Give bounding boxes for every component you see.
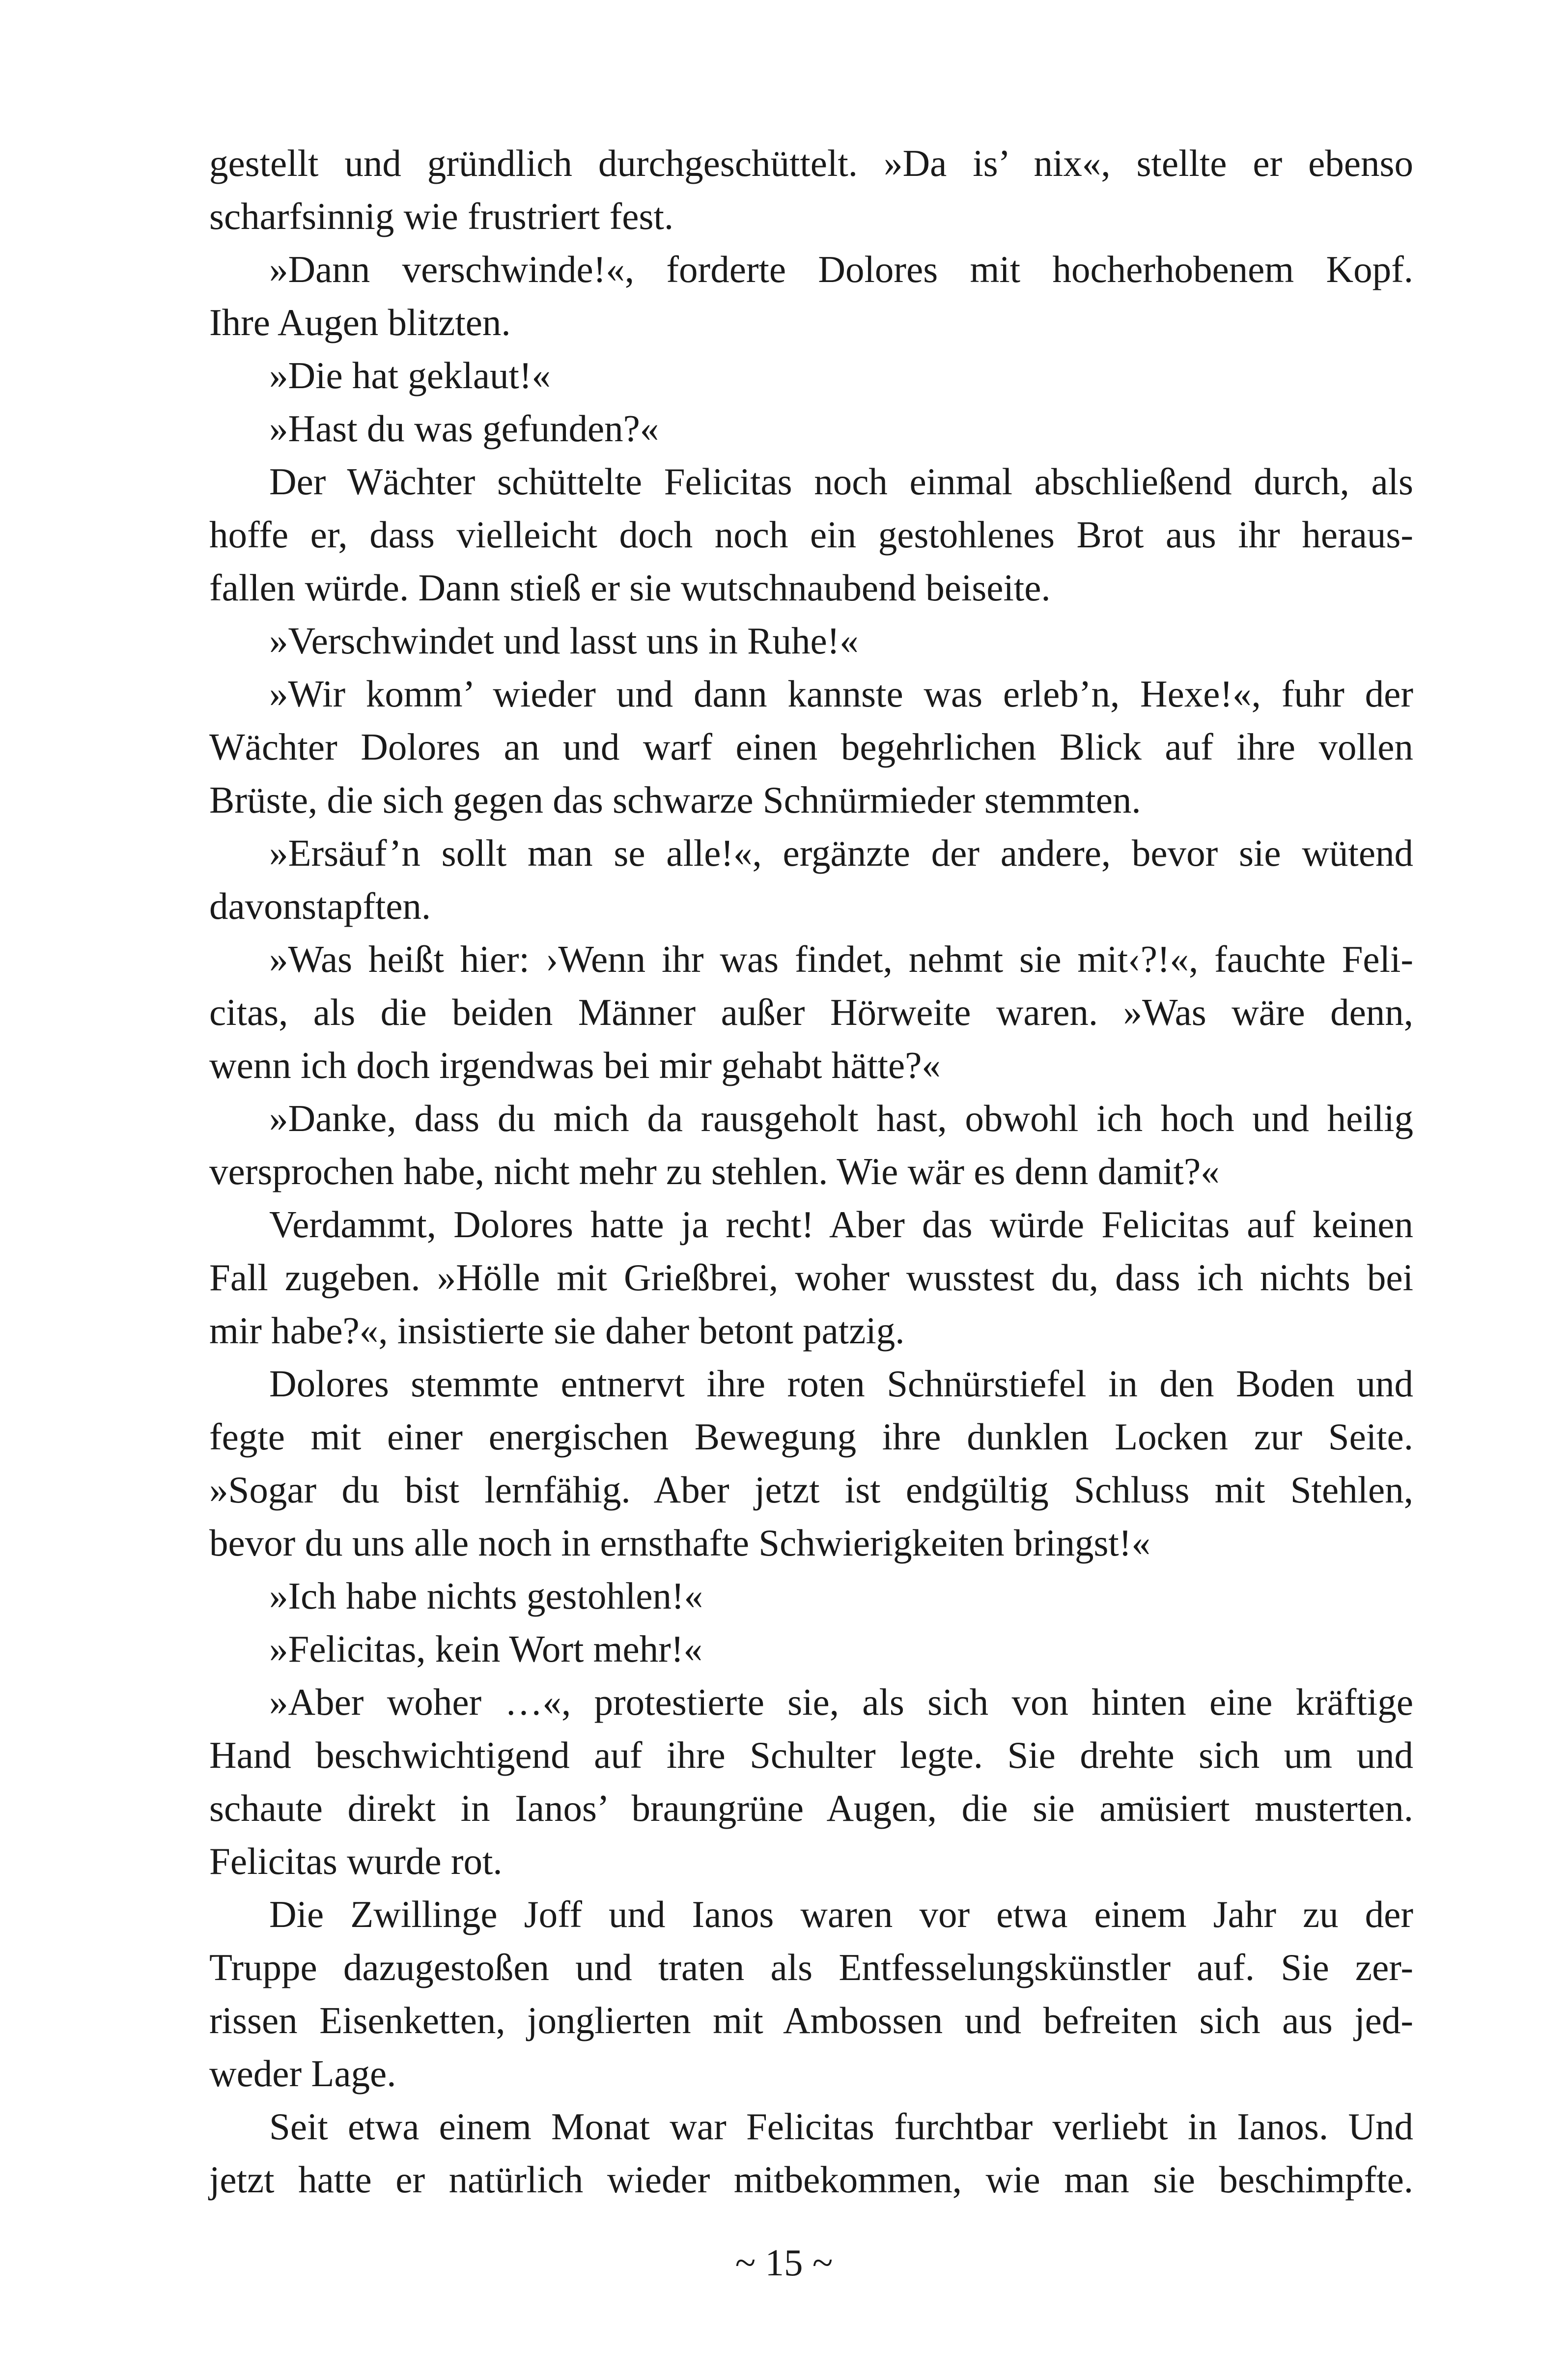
text-line: »Felicitas, kein Wort mehr!«: [269, 1628, 702, 1670]
text-line: hoffe er, dass vielleicht doch noch ein gestohlenes Brot aus ihr heraus-: [209, 513, 1413, 556]
text-line: Fall zugeben. »Hölle mit Grießbrei, woher wusstest du, dass ich nichts bei: [209, 1256, 1413, 1299]
text-line: »Danke, dass du mich da rausgeholt hast, obwohl ich hoch und heilig: [269, 1097, 1413, 1139]
text-line: »Wir komm’ wieder und dann kannste was erleb’n, Hexe!«, fuhr der: [269, 673, 1413, 715]
text-line: »Ich habe nichts gestohlen!«: [269, 1575, 703, 1617]
text-line: rissen Eisenketten, jonglierten mit Ambossen und befreiten sich aus jed-: [209, 1999, 1413, 2041]
text-line: weder Lage.: [209, 2052, 396, 2095]
text-line: Hand beschwichtigend auf ihre Schulter legte. Sie drehte sich um und: [209, 1734, 1413, 1776]
text-line: davonstapften.: [209, 885, 431, 927]
text-line: »Hast du was gefunden?«: [269, 407, 659, 450]
text-line: scharfsinnig wie frustriert fest.: [209, 195, 674, 237]
text-line: mir habe?«, insistierte sie daher betont patzig.: [209, 1309, 905, 1352]
text-line: fallen würde. Dann stieß er sie wutschnaubend beiseite.: [209, 566, 1051, 609]
text-line: gestellt und gründlich durchgeschüttelt. »Da is’ nix«, stellte er ebenso: [209, 142, 1413, 184]
page-number: ~ 15 ~: [735, 2241, 833, 2284]
text-line: Truppe dazugestoßen und traten als Entfesselungskünstler auf. Sie zer-: [209, 1946, 1413, 1988]
text-line: fegte mit einer energischen Bewegung ihre dunklen Locken zur Seite.: [209, 1416, 1413, 1458]
book-page-text: [209, 137, 1413, 2206]
text-line: »Aber woher …«, protestierte sie, als sich von hinten eine kräftige: [269, 1681, 1413, 1723]
text-line: »Was heißt hier: ›Wenn ihr was findet, nehmt sie mit‹?!«, fauchte Feli-: [269, 938, 1413, 980]
text-line: »Die hat geklaut!«: [269, 354, 551, 396]
text-line: Die Zwillinge Joff und Ianos waren vor etwa einem Jahr zu der: [269, 1893, 1413, 1935]
text-line: Ihre Augen blitzten.: [209, 301, 511, 343]
text-line: bevor du uns alle noch in ernsthafte Schwierigkeiten bringst!«: [209, 1522, 1150, 1564]
text-line: Felicitas wurde rot.: [209, 1840, 503, 1882]
text-line: Der Wächter schüttelte Felicitas noch einmal abschließend durch, als: [269, 460, 1413, 503]
text-line: Wächter Dolores an und warf einen begehrlichen Blick auf ihre vollen: [209, 726, 1413, 768]
text-line: versprochen habe, nicht mehr zu stehlen. Wie wär es denn damit?«: [209, 1150, 1220, 1192]
text-line: »Ersäuf’n sollt man se alle!«, ergänzte der andere, bevor sie wütend: [269, 832, 1413, 874]
text-line: Verdammt, Dolores hatte ja recht! Aber das würde Felicitas auf keinen: [269, 1203, 1413, 1246]
text-line: schaute direkt in Ianos’ braungrüne Augen, die sie amüsiert musterten.: [209, 1787, 1413, 1829]
text-line: Seit etwa einem Monat war Felicitas furchtbar verliebt in Ianos. Und: [269, 2105, 1413, 2148]
text-line: Dolores stemmte entnervt ihre roten Schnürstiefel in den Boden und: [269, 1362, 1413, 1405]
text-line: citas, als die beiden Männer außer Hörweite waren. »Was wäre denn,: [209, 991, 1413, 1033]
text-line: jetzt hatte er natürlich wieder mitbekommen, wie man sie beschimpfte.: [209, 2158, 1413, 2201]
text-line: »Dann verschwinde!«, forderte Dolores mit hocherhobenem Kopf.: [269, 248, 1413, 290]
text-line: wenn ich doch irgendwas bei mir gehabt hätte?«: [209, 1044, 941, 1086]
text-line: Brüste, die sich gegen das schwarze Schnürmieder stemmten.: [209, 779, 1141, 821]
text-line: »Verschwindet und lasst uns in Ruhe!«: [269, 620, 859, 662]
text-line: »Sogar du bist lernfähig. Aber jetzt ist endgültig Schluss mit Stehlen,: [209, 1469, 1413, 1511]
